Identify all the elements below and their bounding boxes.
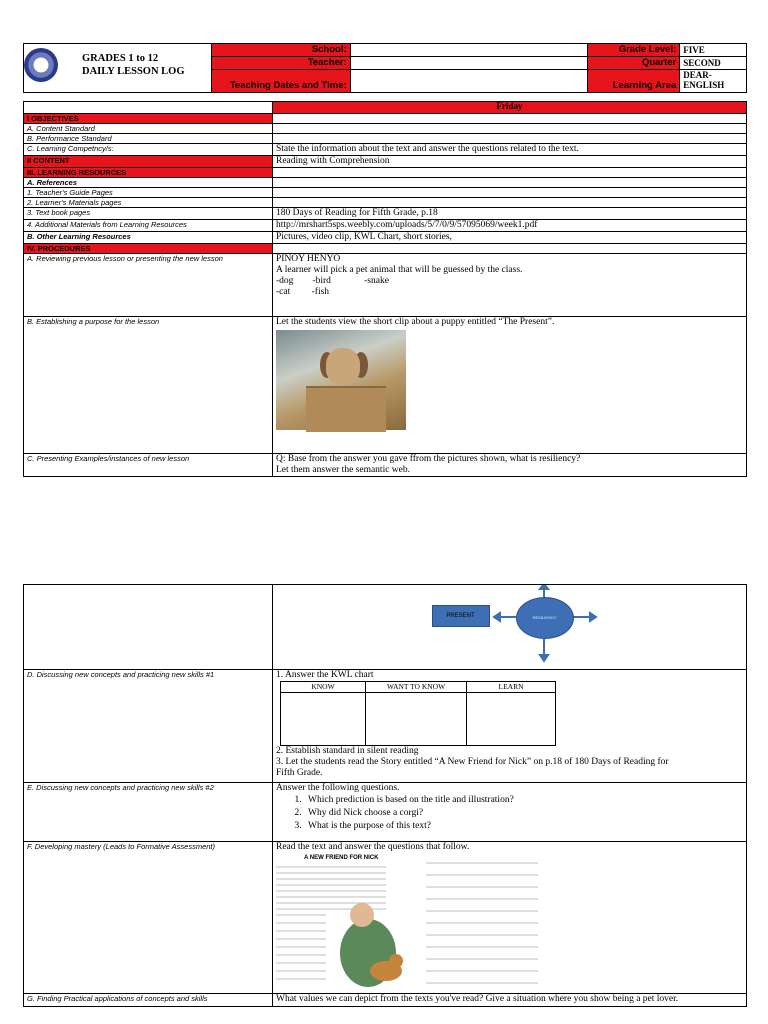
learning-area-label: Learning Area	[587, 70, 679, 93]
question-item-2: 2. Why did Nick choose a corgi?	[304, 807, 743, 820]
examples-instruction: Let them answer the semantic web.	[276, 465, 411, 475]
establishing-purpose-cell	[273, 317, 747, 454]
procedures-heading: IV. PROCEDURES	[24, 244, 273, 254]
questions-list	[276, 794, 743, 833]
kwl-chart	[280, 681, 556, 746]
read-story-step-cont: Fifth Grade.	[276, 768, 323, 778]
question-item-3: 3. What is the purpose of this text?	[304, 820, 743, 833]
learning-resources-heading: III. LEARNING RESOURCES	[24, 168, 273, 178]
logo-cell	[24, 44, 212, 93]
learning-resources-cell	[273, 168, 747, 178]
content-standard-cell	[273, 124, 747, 134]
lesson-table-page1	[23, 101, 747, 477]
procedures-cell	[273, 244, 747, 254]
cardboard-box	[306, 386, 386, 432]
teacher-label: Teacher:	[212, 57, 351, 70]
reviewing-lesson-label: A. Reviewing previous lesson or presenting the new lesson	[24, 254, 273, 317]
worksheet-drawing	[276, 853, 540, 993]
kwl-know-cell[interactable]	[281, 693, 366, 746]
additional-materials-link[interactable]: http://mrshart5sps.weebly.com/uploads/5/7/0/9/57095069/week1.pdf	[273, 220, 747, 232]
pet-list-row-1: -dog -bird -snake	[276, 276, 389, 286]
objectives-heading: I OBJECTIVES	[24, 114, 273, 124]
discussing-concepts-1-cell	[273, 670, 747, 783]
day-header: Friday	[273, 102, 747, 114]
school-label: School:	[212, 44, 351, 57]
mastery-instruction: Read the text and answer the questions that follow.	[276, 842, 470, 852]
practical-applications-label: G. Finding Practical applications of concepts and skills	[24, 994, 273, 1007]
examples-question: Q: Base from the answer you gave ffrom the pictures shown, what is resiliency?	[276, 454, 581, 464]
resiliency-oval: RESILIENCY	[516, 597, 574, 639]
learning-area-value-2: ENGLISH	[683, 80, 725, 90]
arrow-right-head	[590, 613, 596, 621]
arrow-up-head	[540, 585, 548, 589]
worksheet-image	[276, 853, 540, 993]
kwl-header-learn: LEARN	[467, 682, 556, 693]
presenting-examples-cell	[273, 454, 747, 477]
kwl-header-want: WANT TO KNOW	[366, 682, 467, 693]
present-box: PRESENT	[432, 605, 490, 627]
quarter-value: SECOND	[680, 57, 747, 70]
developing-mastery-label: F. Developing mastery (Leads to Formative Assessment)	[24, 842, 273, 994]
semantic-web-diagram	[400, 585, 620, 667]
grades-title: GRADES 1 to 12	[82, 53, 159, 64]
other-resources-label: B. Other Learning Resources	[24, 232, 273, 244]
other-resources-value: Pictures, video clip, KWL Chart, short stories,	[273, 232, 747, 244]
worksheet-title: A NEW FRIEND FOR NICK	[304, 855, 379, 861]
school-field[interactable]	[350, 44, 587, 57]
kwl-learn-cell[interactable]	[467, 693, 556, 746]
review-instruction: A learner will pick a pet animal that will be guessed by the class.	[276, 265, 523, 275]
textbook-pages-value: 180 Days of Reading for Fifth Grade, p.18	[273, 208, 747, 220]
learning-area-value	[680, 70, 747, 93]
references-label: A. References	[24, 178, 273, 188]
references-cell	[273, 178, 747, 188]
practical-applications-value: What values we can depict from the texts you've read? Give a situation where you show being a pet lover.	[273, 994, 747, 1007]
content-heading: II CONTENT	[24, 156, 273, 168]
kwl-want-cell[interactable]	[366, 693, 467, 746]
header-table	[23, 43, 747, 93]
learning-area-value-1: DEAR-	[683, 70, 712, 80]
learners-materials-cell	[273, 198, 747, 208]
arrow-left-head	[494, 613, 500, 621]
learners-materials-label: 2. Learner's Materials pages	[24, 198, 273, 208]
performance-standard-cell	[273, 134, 747, 144]
competency-label: C. Learning Competncy/s:	[24, 144, 273, 156]
daily-lesson-log-title: DAILY LESSON LOG	[82, 66, 185, 77]
additional-materials-label: 4. Additional Materials from Learning Resources	[24, 220, 273, 232]
arrow-down-head	[540, 655, 548, 661]
performance-standard-label: B. Performance Standard	[24, 134, 273, 144]
developing-mastery-cell	[273, 842, 747, 994]
quarter-label: Quarter	[587, 57, 679, 70]
dog-head	[326, 348, 360, 384]
textbook-pages-label: 3. Text book pages	[24, 208, 273, 220]
discussing-concepts-2-label: E. Discussing new concepts and practicing new skills #2	[24, 783, 273, 842]
content-standard-label: A. Content Standard	[24, 124, 273, 134]
kwl-header-know: KNOW	[281, 682, 366, 693]
teachers-guide-label: 1. Teacher's Guide Pages	[24, 188, 273, 198]
teaching-dates-field[interactable]	[350, 70, 587, 93]
discussing-concepts-1-label: D. Discussing new concepts and practicing new skills #1	[24, 670, 273, 783]
reviewing-lesson-cell	[273, 254, 747, 317]
puppy-in-box-image	[276, 330, 406, 430]
teaching-dates-label: Teaching Dates and Time:	[212, 70, 351, 93]
pet-list-row-2: -cat -fish	[276, 287, 330, 297]
content-value: Reading with Comprehension	[273, 156, 747, 168]
presenting-examples-label: C. Presenting Examples/instances of new lesson	[24, 454, 273, 477]
lesson-table-page2	[23, 584, 747, 1007]
semantic-web-cell	[273, 585, 747, 670]
questions-intro: Answer the following questions.	[276, 783, 400, 793]
grade-level-label: Grade Level:	[587, 44, 679, 57]
grade-level-value: FIVE	[680, 44, 747, 57]
competency-value: State the information about the text and answer the questions related to the text.	[273, 144, 747, 156]
question-item-1: 1. Which prediction is based on the title and illustration?	[304, 794, 743, 807]
objectives-cell	[273, 114, 747, 124]
teachers-guide-cell	[273, 188, 747, 198]
teacher-field[interactable]	[350, 57, 587, 70]
discussing-concepts-2-cell	[273, 783, 747, 842]
pinoy-henyo-title: PINOY HENYO	[276, 254, 341, 264]
read-story-step: 3. Let the students read the Story entitled “A New Friend for Nick” on p.18 of 180 Days of Reading for	[276, 757, 669, 767]
establishing-purpose-label: B. Establishing a purpose for the lesson	[24, 317, 273, 454]
kwl-instruction: 1. Answer the KWL chart	[276, 670, 374, 680]
semantic-web-left-cell	[24, 585, 273, 670]
silent-reading-step: 2. Establish standard in silent reading	[276, 746, 419, 756]
purpose-text: Let the students view the short clip about a puppy entitled “The Present”.	[276, 317, 555, 327]
blank-header-cell	[24, 102, 273, 114]
